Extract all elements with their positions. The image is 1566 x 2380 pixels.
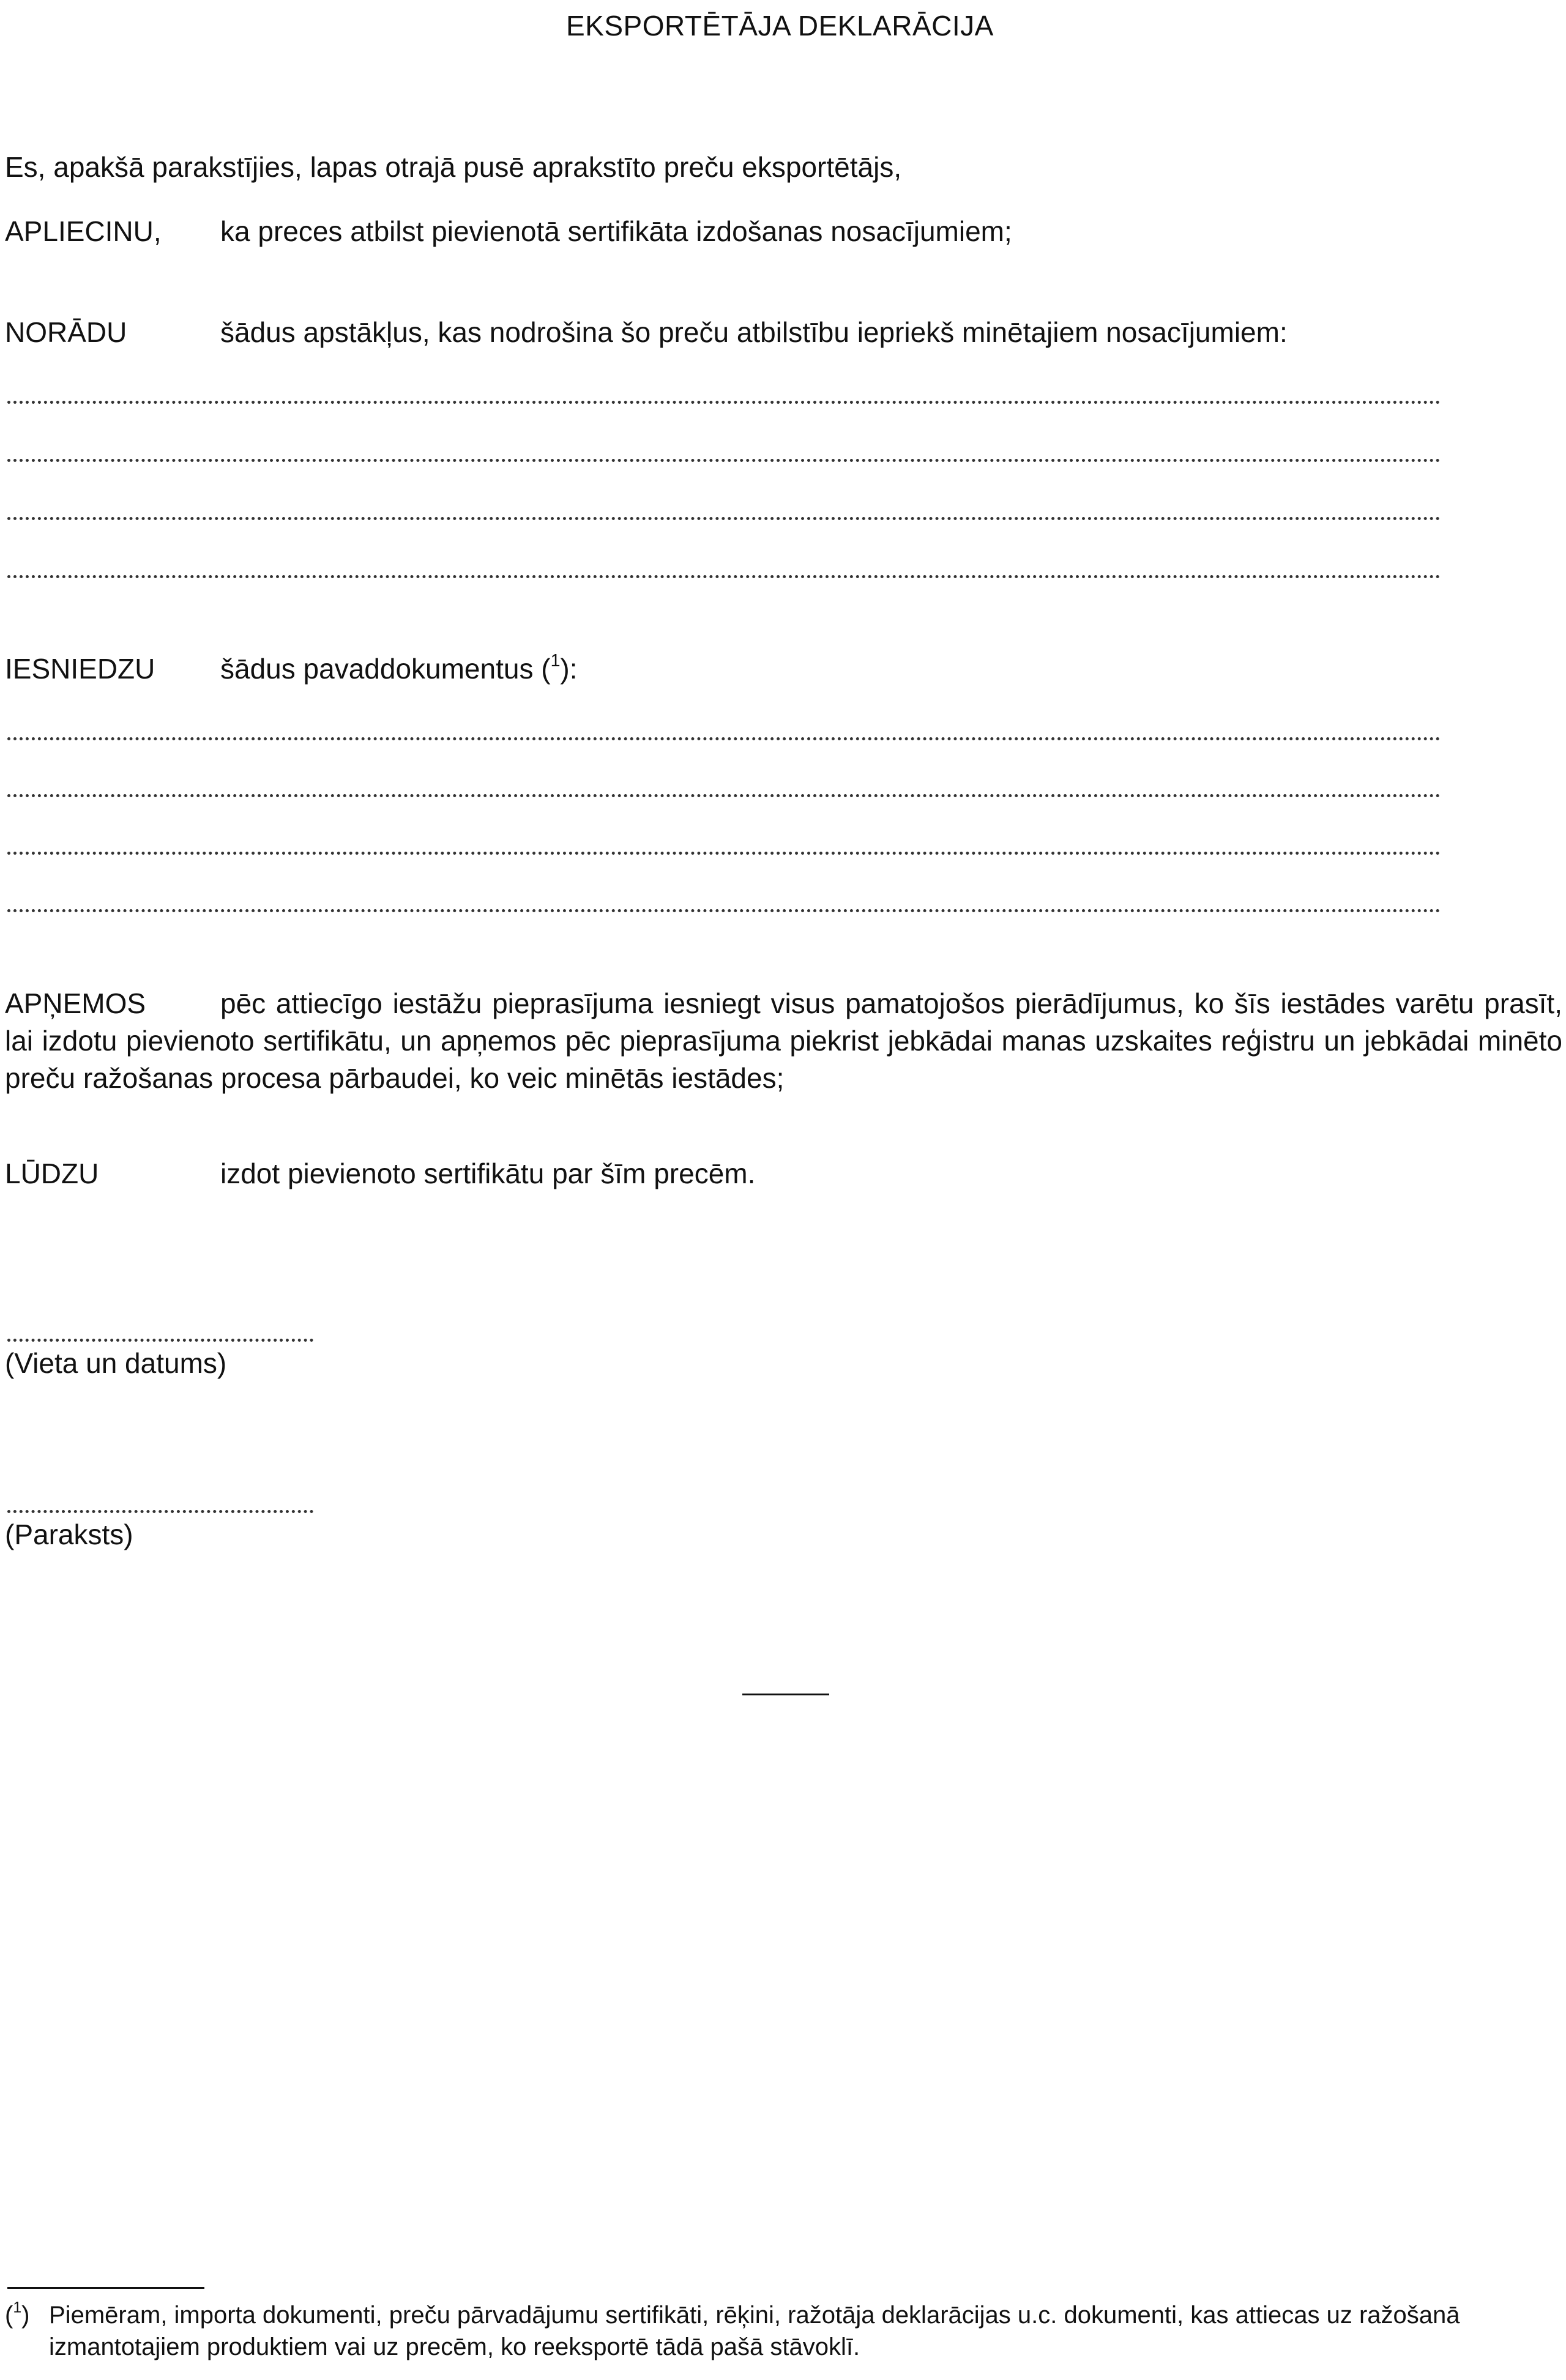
dotted-fill-line bbox=[7, 737, 1441, 740]
dotted-fill-line bbox=[7, 517, 1441, 520]
undertake-text: pēc attiecīgo iestāžu pieprasījuma iesniegt visus pamatojošos pierādījumus, ko šīs iestādes varētu prasīt, lai izdotu pievienoto sertifikātu, un apņemos pēc pieprasījuma piekrist jebkādai manas uzskaites reģistru un jebkādai minēto preču ražošanas procesa pārbaudei, ko veic minētās iestādes; bbox=[5, 987, 1562, 1095]
dotted-fill-line bbox=[7, 852, 1441, 855]
state-label: NORĀDU bbox=[5, 316, 127, 348]
footnote-line-1: Piemēram, importa dokumenti, preču pārvadājumu sertifikāti, rēķini, ražotāja deklarācijas u.c. dokumenti, kas attiecas uz ražošanā bbox=[49, 2302, 1460, 2329]
page-title: EKSPORTĒTĀJA DEKLARĀCIJA bbox=[566, 10, 994, 42]
place-date-label: (Vieta un datums) bbox=[5, 1347, 227, 1379]
section-separator bbox=[742, 1694, 829, 1695]
dotted-fill-line bbox=[7, 401, 1441, 404]
state-text: šādus apstākļus, kas nodrošina šo preču atbilstību iepriekš minētajiem nosacījumiem: bbox=[220, 316, 1288, 348]
submit-text-after: ): bbox=[560, 653, 578, 685]
undertake-label: APŅEMOS bbox=[5, 987, 146, 1019]
signature-label: (Paraksts) bbox=[5, 1519, 133, 1550]
certify-label: APLIECINU, bbox=[5, 215, 162, 247]
signature-dotted-line bbox=[7, 1510, 313, 1513]
dotted-fill-line bbox=[7, 575, 1441, 578]
footnote-mark: ($^1$) bbox=[5, 2299, 30, 2329]
footnote-ref: 1 bbox=[550, 651, 561, 671]
undertake-paragraph bbox=[5, 985, 1562, 1098]
certify-text: ka preces atbilst pievienotā sertifikāta izdošanas nosacījumiem; bbox=[220, 215, 1012, 247]
footnote-line-2: izmantotajiem produktiem vai uz precēm, ko reeksportē tādā pašā stāvoklī. bbox=[49, 2334, 860, 2360]
dotted-fill-line bbox=[7, 909, 1441, 912]
footnote-rule bbox=[7, 2287, 204, 2289]
submit-label: IESNIEDZU bbox=[5, 653, 155, 685]
request-text: izdot pievienoto sertifikātu par šīm precēm. bbox=[220, 1158, 756, 1189]
place-date-dotted-line bbox=[7, 1339, 313, 1342]
dotted-fill-line bbox=[7, 459, 1441, 462]
footnote-mark-number: 1 bbox=[13, 2299, 22, 2316]
submit-text-line bbox=[220, 652, 578, 687]
intro-text: Es, apakšā parakstījies, lapas otrajā pusē aprakstīto preču eksportētājs, bbox=[5, 151, 902, 183]
request-label: LŪDZU bbox=[5, 1158, 99, 1189]
footnote bbox=[5, 2299, 1562, 2363]
submit-text: šādus pavaddokumentus ( bbox=[220, 653, 551, 685]
dotted-fill-line bbox=[7, 794, 1441, 797]
